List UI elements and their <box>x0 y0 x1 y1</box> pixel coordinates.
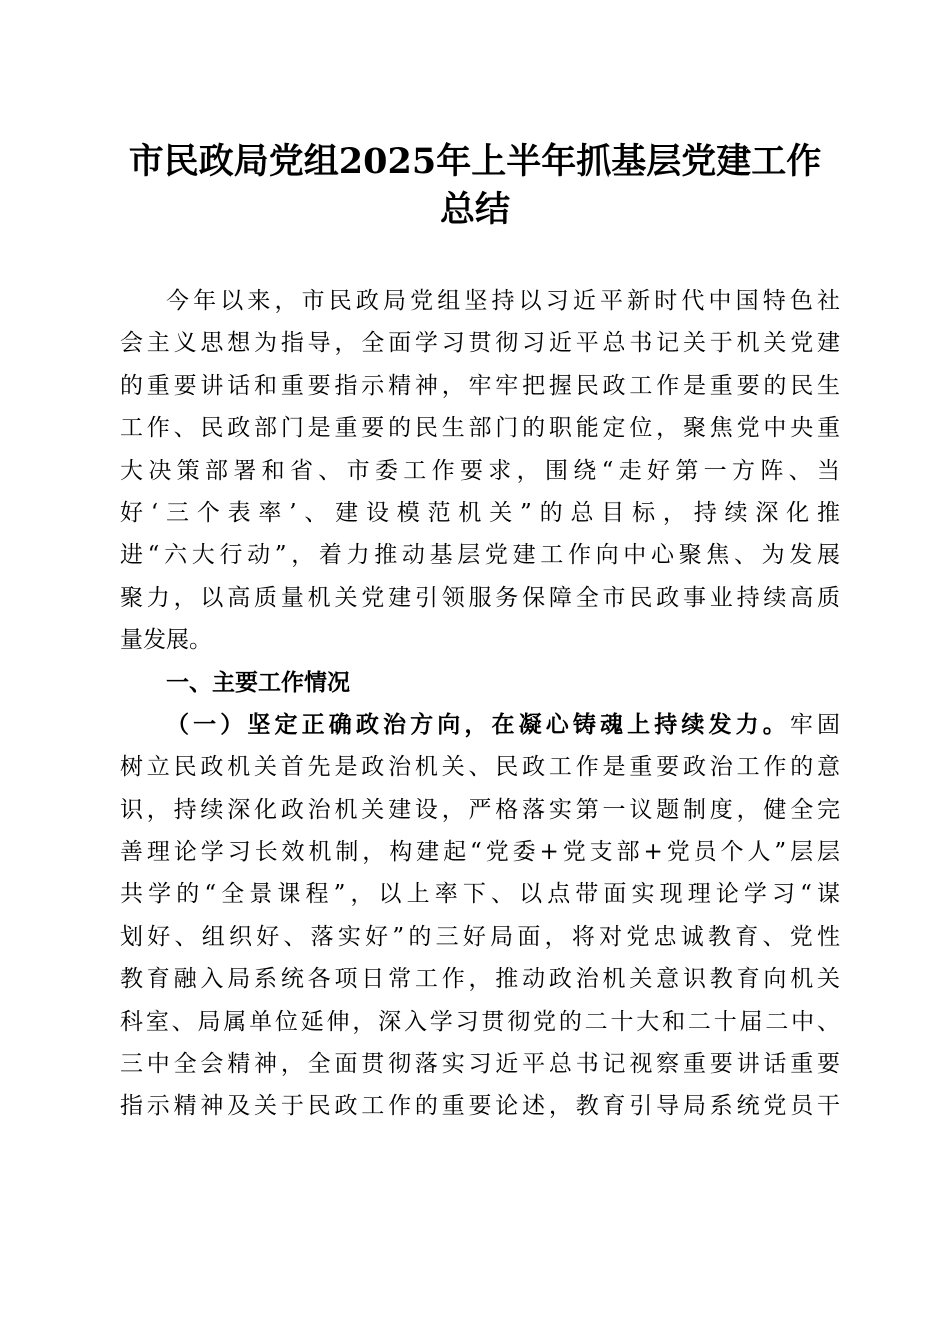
paragraph-line: 聚力，以高质量机关党建引领服务保障全市民政事业持续高质 <box>120 584 840 611</box>
paragraph-line: 工作、民政部门是重要的民生部门的职能定位，聚焦党中央重 <box>120 415 840 442</box>
paragraph-line: 的重要讲话和重要指示精神，牢牢把握民政工作是重要的民生 <box>120 372 840 399</box>
paragraph-line: 今年以来，市民政局党组坚持以习近平新时代中国特色社 <box>166 288 840 314</box>
paragraph-line: 教育融入局系统各项日常工作，推动政治机关意识教育向机关 <box>120 966 840 993</box>
paragraph-line: 大决策部署和省、市委工作要求，围绕“走好第一方阵、当 <box>120 457 840 484</box>
paragraph-line: 科室、局属单位延伸，深入学习贯彻党的二十大和二十届二中、 <box>120 1008 840 1035</box>
paragraph-line: 共学的“全景课程”，以上率下、以点带面实现理论学习“谋 <box>120 881 840 908</box>
paragraph-line: 三中全会精神，全面贯彻落实习近平总书记视察重要讲话重要 <box>120 1051 840 1078</box>
paragraph-line: 划好、组织好、落实好”的三好局面，将对党忠诚教育、党性 <box>120 923 840 950</box>
subsection-first-line <box>120 704 840 746</box>
paragraph-line: 树立民政机关首先是政治机关、民政工作是重要政治工作的意 <box>120 754 840 781</box>
document-body <box>120 280 840 1128</box>
paragraph-line: 识，持续深化政治机关建设，严格落实第一议题制度，健全完 <box>120 796 840 823</box>
subsection-heading: （一）坚定正确政治方向，在凝心铸魂上持续发力。 <box>166 710 790 738</box>
subsection-first-line-rest: 牢固 <box>789 711 840 738</box>
document-title <box>100 138 850 234</box>
title-line-2: 总结 <box>439 189 510 230</box>
paragraph-line: 会主义思想为指导，全面学习贯彻习近平总书记关于机关党建 <box>120 330 840 357</box>
paragraph-line: 好‘三个表率’、建设模范机关”的总目标，持续深化推 <box>120 499 840 526</box>
paragraph-line: 善理论学习长效机制，构建起“党委+党支部+党员个人”层层 <box>120 839 840 866</box>
paragraph-line: 进“六大行动”，着力推动基层党建工作向中心聚焦、为发展 <box>120 542 840 569</box>
title-line-1: 市民政局党组2025年上半年抓基层党建工作 <box>128 141 822 182</box>
section-heading: 一、主要工作情况 <box>166 669 350 696</box>
paragraph-line: 量发展。 <box>120 627 212 654</box>
paragraph-line: 指示精神及关于民政工作的重要论述，教育引导局系统党员干 <box>120 1093 840 1120</box>
